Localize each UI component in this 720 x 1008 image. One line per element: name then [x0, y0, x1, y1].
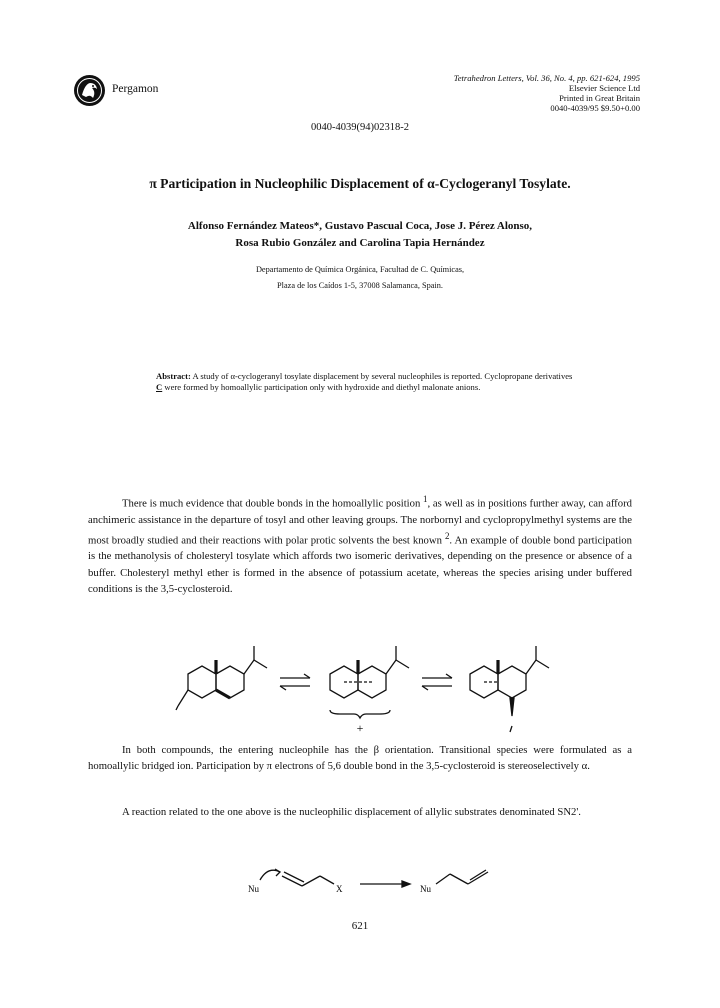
cholesteryl-structure: [178, 646, 267, 706]
article-identifier: 0040-4039(94)02318-2: [311, 122, 409, 133]
paragraph-1-a: There is much evidence that double bonds in the homoallylic position: [122, 497, 424, 510]
author-line-1: Alfonso Fernández Mateos*, Gustavo Pascual Coca, Jose J. Pérez Alonso,: [187, 220, 533, 232]
author-line-2: Rosa Rubio González and Carolina Tapia Hernández: [235, 237, 485, 249]
nucleophile-label: Nu: [248, 884, 259, 894]
abstract: [156, 371, 576, 392]
nucleophile-product-label: Nu: [420, 884, 431, 894]
paragraph-2-text: In both compounds, the entering nucleophile has the β orientation. Transitional species were formulated as a homoallylic bridged ion. Participation by π electrons of 5,6 double bond in the 3,5-cyclosteroid is stereoselectively α.: [88, 744, 632, 773]
paragraph-1-b: , as well as in positions further away, can afford anchimeric assistance in the departure of tosyl and other leaving groups. The norbornyl and cyclopropylmethyl systems are the most broadly studied and their reactions with polar protic solvents the best known: [88, 497, 632, 547]
page-number: 621: [351, 920, 369, 932]
paragraph-2: [88, 742, 632, 774]
journal-citation: Tetrahedron Letters, Vol. 36, No. 4, pp. 621-624, 1995: [453, 73, 640, 83]
paper-title: π Participation in Nucleophilic Displacement of α-Cyclogeranyl Tosylate.: [149, 176, 571, 191]
affiliation: [0, 262, 720, 294]
affiliation-line-2: Plaza de los Caídos 1-5, 37008 Salamanca, Spain.: [277, 281, 443, 290]
abstract-compound-label: C: [156, 381, 163, 392]
sn2-prime-label: SN2'.: [557, 806, 581, 818]
cyclosteroid-structure: [470, 646, 549, 732]
steroid-scheme: [170, 640, 570, 740]
journal-info: [454, 73, 640, 113]
affiliation-line-1: Departamento de Química Orgánica, Facultad de C. Químicas,: [255, 265, 465, 274]
leaving-group-label: X: [336, 884, 343, 894]
reference-1: 1: [423, 494, 428, 504]
homoallylic-ion-structure: [330, 646, 409, 718]
reference-2: 2: [444, 530, 450, 541]
abstract-text-b: were formed by homoallylic participation only with hydroxide and diethyl malonate anions.: [162, 381, 481, 392]
cation-plus-sign: +: [356, 721, 364, 735]
sn2-prime-scheme: [230, 858, 500, 904]
journal-printed: Printed in Great Britain: [559, 93, 640, 103]
publisher-name: Pergamon: [112, 83, 159, 95]
journal-publisher: Elsevier Science Ltd: [568, 83, 640, 93]
paragraph-3: [88, 804, 632, 820]
abstract-text-a: A study of α-cyclogeranyl tosylate displacement by several nucleophiles is reported. Cyclopropane derivatives: [190, 371, 573, 381]
paragraph-1: [88, 491, 632, 597]
author-list: [0, 218, 720, 252]
pergamon-logo-icon: [73, 74, 106, 107]
abstract-label: Abstract:: [156, 371, 191, 381]
journal-issn-price: 0040-4039/95 $9.50+0.00: [550, 103, 640, 113]
paragraph-3-text: A reaction related to the one above is the nucleophilic displacement of allylic substrates denominated: [122, 806, 558, 818]
paragraph-1-c: . An example of double bond participation is the methanolysis of cholesteryl tosylate which affords two isomeric derivatives, depending on the presence or absence of a buffer. Cholesteryl methyl ether is formed in the absence of potassium acetate, whereas the species arising under buffered conditions is the 3,5-cyclosteroid.: [88, 534, 632, 595]
